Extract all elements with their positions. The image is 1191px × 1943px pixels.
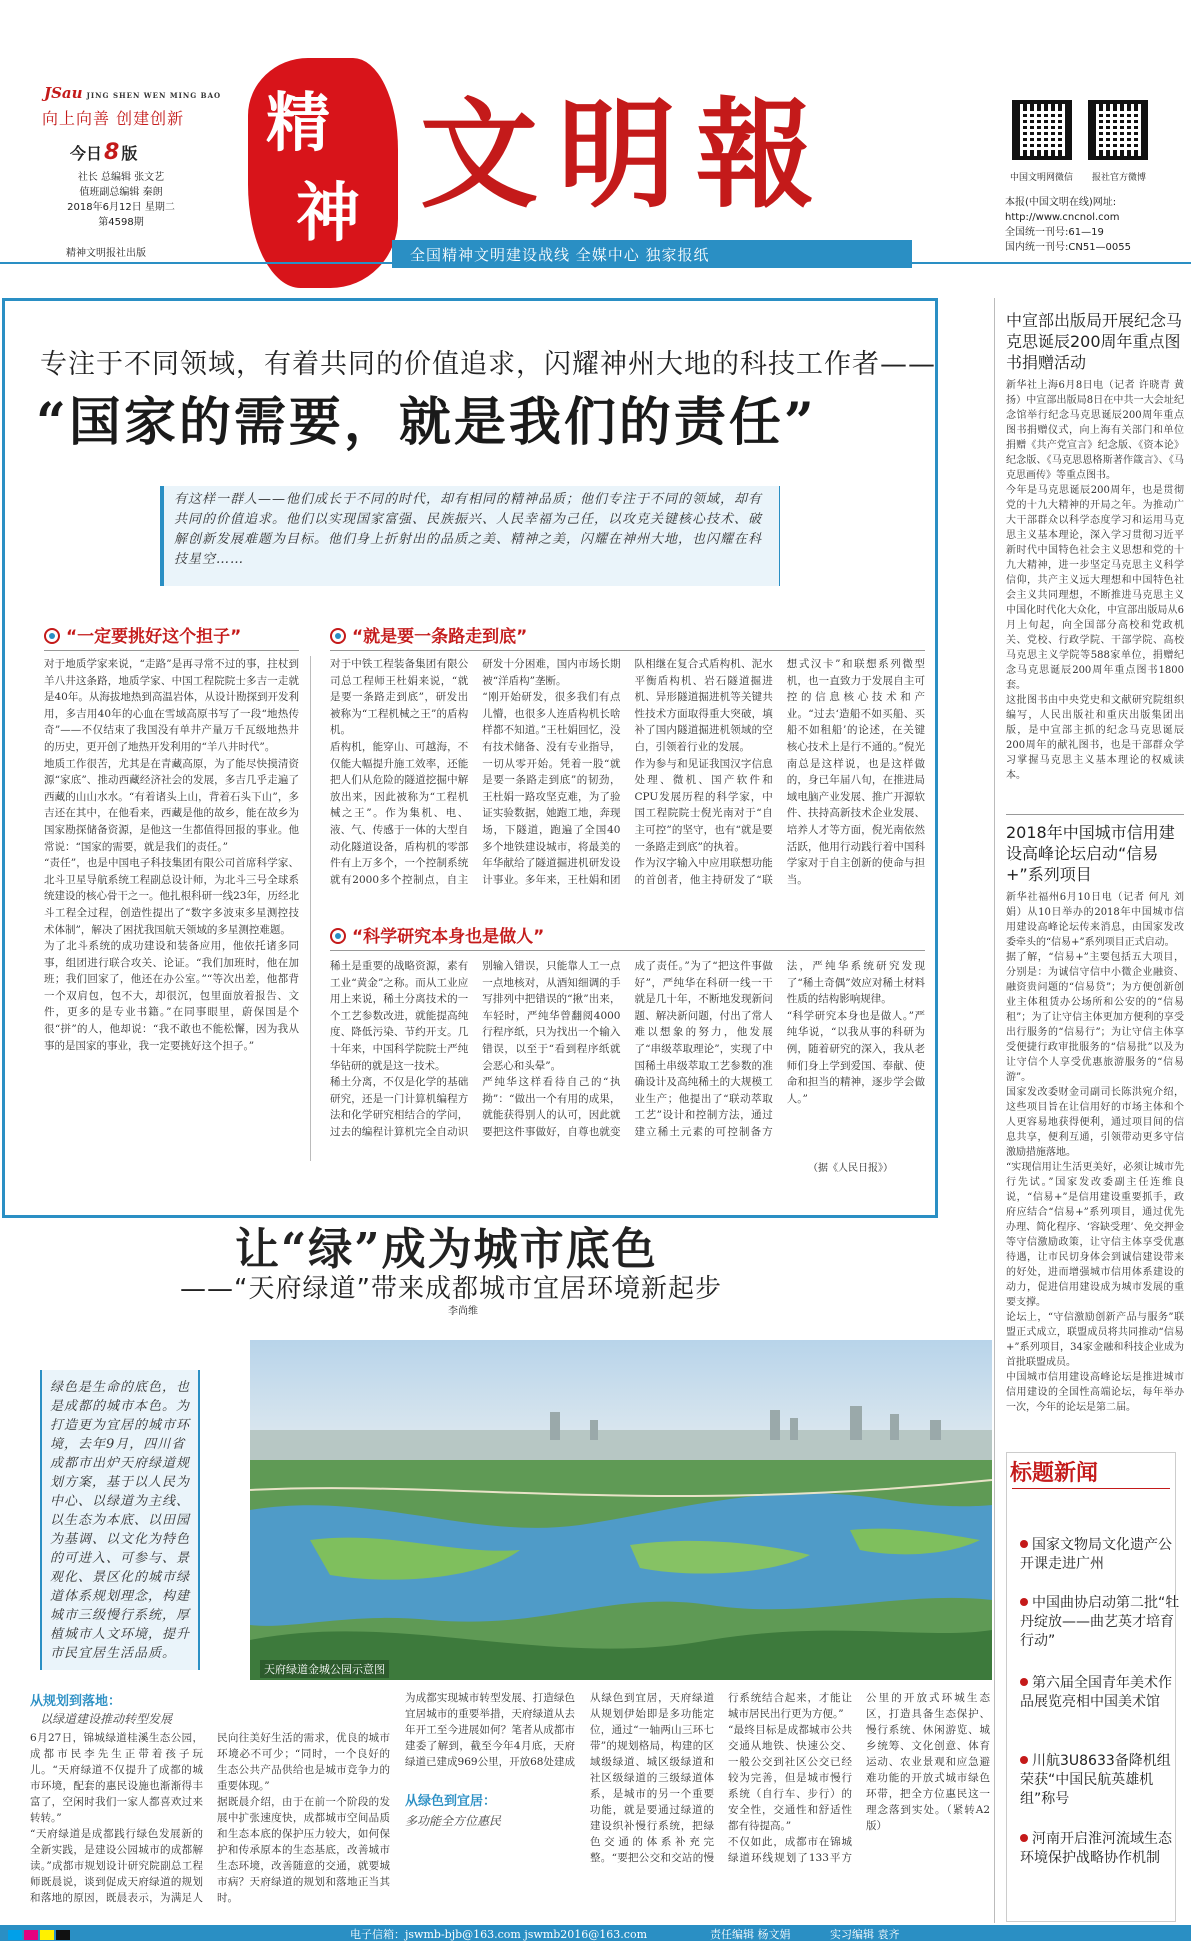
right-story2-body: 新华社福州6月10日电（记者 何凡 刘娟）从10日举办的2018年中国城市信用建设高峰论坛传来消息，由国家发改委牵头的“信易+”系列项目正式启动。 据了解，“信易+”主要包括五大项目，分别是：为诚信守信中小微企业融资、融资贵问题的“信易贷”；为方便创新创业主体租赁办公场所和公安的的“信易租”；为了让守信主体更加方便利的享受出行服务的“信易行”；为让守信主体享受便捷行政审批服务的“信易批”以及为让守信个人享受优惠旅游服务的“信易游”。 国家发改委财金司副司长陈洪宛介绍，这些项目旨在让信用好的市场主体和个人更容易地获得便利，通过项目间的信息共享，便利互通，引领带动更多守信激励措施落地。 “实现信用让生活更美好，必须让城市先行先试。”国家发改委副主任连维良说，“信易+”是信用建设重要抓手，政府应结合“信易+”系列项目，通过优先办理、简化程序、‘容缺受理’、免交押金等守信激励政策，让守信主体享受优惠待遇，让市民切身体会到诚信建设带来的好处，进而增强城市信用体系建设的动力，促进信用建设成为城市发展的重要支撑。 论坛上，“守信激励创新产品与服务”联盟正式成立，联盟成员将共同推动“信易+”系列项目，34家金融和科技企业成为首批联盟成员。 中国城市信用建设高峰论坛是推进城市信用建设的全国性高端论坛，每年举办一次，今年的论坛是第二届。 bbox=[1006, 892, 1184, 1413]
staff-line: 值班副总编辑 秦朗 bbox=[79, 187, 163, 198]
section1-body: 对于地质学家来说，“走路”是再寻常不过的事，拄杖到羊八井这条路，地质学家、中国工程院院士多吉一走就是40年。从海拔地热到高温岩体，从设计勘探到开发利用，多吉用40年的心血在雪域高原书写了一段“地热传奇”——不仅结束了我国没有单井产量万千瓦级地热井的历史，更开创了地热开发利用的“羊八井时代”。 地质工作很苦，尤其是在青藏高原，为了能尽快摸清资源“家底”、推动西藏经济社会的发展，多吉几乎走遍了西藏的山山水水。“有着诸头上山，背着石头下山”，多吉还在其中，在他看来，西藏是他的故乡，能在故乡为国家勘探储备资源，是他这一生都值得回报的事业。他常说：“国家的需要，就是我们的责任。” “责任”，也是中国电子科技集团有限公司首席科学家、北斗卫星导航系统工程副总设计师，为北斗三号全球系统建设的核心骨干之一。他扎根科研一线23年，历经北斗工程全过程，创造性提出了“数字多波束多星测控技术体制”，解决了困扰我国航天领域的多星测控难题。 为了北斗系统的成功建设和装备应用，他依托诸多同事，组团进行联合攻关、论证。“我们加班时，他在加班；我们回家了，他还在办公室。”“等次出差，他都背一个双肩包，包不大，却很沉，包里面放着报告、文件，更多的是专业书籍。”在同事眼里，蔚保国是个很“拼”的人，他却说：“我不敢也不能松懈，因为我从事的是国家的事业，我一定要挑好这个担子。” bbox=[44, 658, 299, 1052]
section-bullet-icon bbox=[330, 928, 346, 944]
bullet-icon bbox=[1020, 1834, 1028, 1842]
headline-news-item[interactable]: 川航3U8633备降机组荣获“中国民航英雄机组”称号 bbox=[1020, 1753, 1171, 1807]
green-sub1-title: 从规划到落地： bbox=[30, 1694, 122, 1709]
slogan: 向上向善 创建创新 bbox=[42, 109, 185, 128]
staff-line: 社长 总编辑 张文艺 bbox=[77, 172, 165, 183]
staff-line: 2018年6月12日 星期二 bbox=[67, 202, 175, 213]
green-story-title: 让“绿”成为城市底色 bbox=[235, 1224, 658, 1275]
info-line: 国内统一刊号:CN51—0055 bbox=[1005, 242, 1132, 253]
green-story-subtitle: ——“天府绿道”带来成都城市宜居环境新起步 bbox=[180, 1274, 722, 1304]
headline-news-item[interactable]: 国家文物局文化遗产公开课走进广州 bbox=[1020, 1537, 1172, 1572]
calligraphy-char: 神 bbox=[296, 176, 360, 251]
print-color-swatch bbox=[24, 1930, 38, 1940]
right-story1-body: 新华社上海6月8日电（记者 许晓青 黄扬）中宣部出版局8日在中共一大会址纪念馆举行纪念马克思诞辰200周年重点图书捐赠仪式，向上海有关部门和单位捐赠《共产党宣言》纪念版、《资本论》纪念版、《马克思恩格斯著作箴言》、《马克思画传》等重点图书。 今年是马克思诞辰200周年，也是贯彻党的十九大精神的开局之年。为推动广大干部群众以科学态度学习和运用马克思主义基本理论，深入学习贯彻习近平新时代中国特色社会主义思想和党的十九大精神，进一步坚定马克思主义科学信仰，共产主义远大理想和中国特色社会主义共同理想，不断推进马克思主义中国化时代化大众化，中宣部出版局从6月上旬起，向全国部分高校和党政机关、党校、行政学院、干部学院、高校马克思主义学院等588家单位，捐赠纪念马克思诞辰200周年重点图书1800套。 这批图书由中央党史和文献研究院组织编写，人民出版社和重庆出版集团出版，是中宣部主抓的纪念马克思诞辰200周年的献礼图书，也是干部群众学习掌握马克思主义基本理论的权威读本。 bbox=[1006, 380, 1184, 781]
green-body-2: 为成都实现城市转型发展、打造绿色宜居城市的重要举措，天府绿道从去年开工至今进展如何？笔者从成都市建委了解到，截至今年4月底，天府绿道已建成969公里，开放68处建成 bbox=[405, 1692, 575, 1768]
right-story1-title: 中宣部出版局开展纪念马克思诞辰200周年重点图书捐赠活动 bbox=[1006, 311, 1183, 372]
calligraphy-char: 精 bbox=[266, 86, 330, 161]
bullet-icon bbox=[1020, 1678, 1028, 1686]
footer-editor: 责任编辑 杨文娟 bbox=[710, 1928, 791, 1941]
greenway-photo-art bbox=[250, 1340, 992, 1680]
green-sub2-text: 多功能全方位惠民 bbox=[405, 1814, 502, 1828]
print-color-swatch bbox=[56, 1930, 70, 1940]
newspaper-title: 文明報 bbox=[420, 85, 835, 224]
qr-code-icon bbox=[1012, 100, 1072, 160]
section-title: “就是要一条路走到底” bbox=[330, 622, 527, 647]
footer-bar bbox=[0, 1925, 1191, 1941]
bullet-icon bbox=[1020, 1756, 1028, 1764]
section-title: “一定要挑好这个担子” bbox=[44, 622, 241, 647]
info-line: http://www.cncnol.com bbox=[1005, 212, 1120, 223]
greenway-aerial-photo bbox=[250, 1340, 992, 1680]
source-credit: （据《人民日报》） bbox=[808, 1163, 893, 1174]
section3-body: 稀土是重要的战略资源，素有工业“黄金”之称。而从工业应用上来说，稀土分离技术的一个工艺参数改进，就能提高纯度、降低污染、节约开支。几十年来，中国科学院院士严纯华钻研的就是这一技术。 稀土分离，不仅是化学的基础研究，还是一门计算机编程方法和化学研究相结合的学问，过去的编程计算机完全自动识别输入错误，只能靠人工一点一点地核对，从酒知细调的手写排列中把错误的“揪”出来，车轻时，严纯华曾翻阅4000行程序纸，只为找出一个输入错误，以至于“看到程序纸就会恶心和头晕”。 严纯华这样看待自己的“执拗”：“做出一个有用的成果，就能获得别人的认可，因此就要把这件事做好，自尊也就变成了责任。”为了“把这件事做好”，严纯华在科研一线一干就是几十年，不断地发现新问题、解决新问题，付出了常人难以想象的努力，他发展了“串级萃取理论”，实现了中国稀土串级萃取工艺参数的准确设计及高纯稀土的大规模工业生产；他提出了“联动萃取工艺”设计和控制方法，通过建立稀土元素的可控制备方法，严纯华系统研究发现了“稀土奇偶”效应对稀土材料性质的结构影响规律。 “科学研究本身也是做人。”严纯华说，“以我从事的科研为例，随着研究的深入，我从老师们身上学到爱国、奉献、使命和担当的精神，逐步学会做人。” bbox=[330, 960, 925, 1138]
print-color-swatch bbox=[40, 1930, 54, 1940]
footer-proof: 实习编辑 袁齐 bbox=[830, 1928, 900, 1941]
green-body-1: 6月27日，锦城绿道桂溪生态公园，成都市民李先生正带着孩子玩儿。“天府绿道不仅提升了成都的城市环境，配套的惠民设施也渐渐得丰富了，空闲时我们一家人都喜欢过来转转。” “天府绿道是成都践行绿色发展新的全新实践，是建设公园城市的成都解读。”成都市规划设计研究院副总工程师既晨说，谈到促成天府绿道的规划和落地的原因，既晨表示，为满足人民向往美好生活的需求，优良的城市环境必不可少；“同时，一个良好的生态公共产品供给也是城市竞争力的重要体现。” 据既晨介绍，由于在前一个阶段的发展中扩张速度快，成都城市空间品质和生态本底的保护压力较大，如何保护和传承原本的生态基底，改善城市生态环境，改善随意的交通，就要城市病？天府绿道的规划和落地正当其时。 bbox=[30, 1732, 390, 1904]
green-body-3: 从绿色到宜居，天府绿道从规划伊始即是多功能定位，通过“一轴两山三环七带”的规划格局，构建的区域级绿道、城区级绿道和社区级绿道的三级绿道体系，是城市的另一个重要功能，就是要通过绿道的建设织补慢行系统，把绿色交通的体系补充完整。“要把公交和交站的慢行系统结合起来，才能让城市居民出行更为方便。” “最终目标是成都城市公共交通从地铁、快速公交、一般公交到社区公交已经较为完善，但是城市慢行系统（自行车、步行）的安全性，交通性和舒适性都有待提高。” 不仅如此，成都市在锦城绿道环线规划了133平方公里的开放式环城生态区，打造具备生态保护、慢行系统、休闲游览、城乡统筹、文化创意、体育运动、农业景观和应急避难功能的开放式城市绿色环带，把全方位惠民这一理念落到实处。（紧转A2版） bbox=[590, 1692, 990, 1864]
main-kicker: 专注于不同领域，有着共同的价值追求，闪耀神州大地的科技工作者—— bbox=[40, 349, 936, 380]
headline-news-heading: 标题新闻 bbox=[1010, 1461, 1099, 1486]
bullet-icon bbox=[1020, 1540, 1028, 1548]
info-line: 本报(中国文明在线)网址: bbox=[1005, 197, 1117, 208]
print-color-swatch bbox=[8, 1930, 22, 1940]
nav-text: 全国精神文明建设战线 全媒中心 独家报纸 bbox=[410, 246, 710, 264]
right-story2-title: 2018年中国城市信用建设高峰论坛启动“信易+”系列项目 bbox=[1006, 823, 1175, 884]
main-headline: “国家的需要，就是我们的责任” bbox=[36, 392, 817, 453]
photo-caption: 天府绿道金城公园示意图 bbox=[260, 1660, 389, 1678]
green-story-author: 李尚维 bbox=[448, 1306, 478, 1317]
section-bullet-icon bbox=[44, 628, 60, 644]
qr-label: 报社官方微博 bbox=[1092, 173, 1147, 183]
green-sub1-text: 以绿道建设推动转型发展 bbox=[40, 1712, 173, 1726]
staff-line: 第4598期 bbox=[98, 217, 144, 228]
headline-news-item[interactable]: 河南开启淮河流域生态环境保护战略协作机制 bbox=[1020, 1831, 1172, 1866]
green-story-intro: 绿色是生命的底色，也是成都的城市本色。为打造更为宜居的城市环境，去年9月，四川省成都市出炉天府绿道规划方案，基于以人民为中心、以绿道为主线、以生态为本底、以田园为基调、以文化为特色的可进入、可参与、景观化、景区化的城市绿道体系规划理念，构建城市三级慢行系统，厚植城市人文环境，提升市民宜居生活品质。 bbox=[40, 1370, 200, 1670]
info-line: 全国统一刊号:61—19 bbox=[1005, 227, 1104, 238]
green-body-3-intro bbox=[405, 1836, 575, 1912]
section-bullet-icon bbox=[330, 628, 346, 644]
staff-info bbox=[66, 170, 176, 230]
headline-news-item[interactable]: 中国曲协启动第二批“牡丹绽放——曲艺英才培育行动” bbox=[1020, 1595, 1180, 1649]
brand-logo: JSau JING SHEN WEN MING BAO bbox=[44, 84, 222, 102]
section2-body: 对于中铁工程装备集团有限公司总工程师王杜娟来说，“就是要一条路走到底”，研发出被称为“工程机械之王”的盾构机。 盾构机，能穿山、可越海，不仅能大幅提升施工效率，还能把人们从危险的隧道挖掘中解放出来，因此被称为“工程机械之王”。作为集机、电、液、气、传感于一体的大型自动化隧道设备，盾构机的零部件有上万多个，一个控制系统就有2000多个控制点，自主研发十分困难，国内市场长期被“洋盾构”垄断。 “刚开始研发，很多我们有点儿懵，也很多人连盾构机长啥样都不知道。”王杜娟回忆，没有技术储备、没有专业指导，一切从零开始。凭着一股“就是要一条路走到底”的韧劲，王杜娟一路攻坚克难，为了验证实验数据，她跑工地，奔现场，下隧道，跑遍了全国40多个地铁建设城市，将最美的年华献给了隧道掘进机研发设计事业。多年来，王杜娟和团队相继在复合式盾构机、泥水平衡盾构机、岩石隧道掘进机、异形隧道掘进机等关键共性技术方面取得重大突破，填补了国内隧道掘进机领域的空白，引领着行业的发展。 作为参与和见证我国汉字信息处理、微机、国产软件和CPU发展历程的科学家，中国工程院院士倪光南对于“自主可控”的坚守，也有“就是要一条路走到底”的执着。 作为汉字输入中应用联想功能的首创者，他主持研发了“联想式汉卡”和联想系列微型机，也一直致力于发展自主可控的信息核心技术和产业。“过去‘造船不如买船、买船不如租船’的论述，在关键核心技术上是行不通的。”倪光南总是这样说，也是这样做的，身已年届八旬，在推进局域电脑产业发展、推广开源软件、扶持高新技术企业发展、培养人才等方面，倪光南依然活跃，他用行动践行着中国科学家对于自主创新的使命与担当。 bbox=[330, 658, 925, 886]
bullet-icon bbox=[1020, 1598, 1028, 1606]
green-sub2-title: 从绿色到宜居： bbox=[405, 1794, 497, 1809]
main-lead: 有这样一群人——他们成长于不同的时代，却有相同的精神品质；他们专注于不同的领域，却有共同的价值追求。他们以实现国家富强、民族振兴、人民幸福为己任，以攻克关键核心技术、破解创新发展难题为目标。他们身上折射出的品质之美、精神之美，闪耀在神州大地，也闪耀在科技星空…… bbox=[160, 486, 780, 586]
footer-email: 电子信箱：jswmb-bjb@163.com jswmb2016@163.com bbox=[350, 1928, 647, 1941]
headline-news-item[interactable]: 第六届全国青年美术作品展览亮相中国美术馆 bbox=[1020, 1675, 1172, 1710]
qr-code-icon bbox=[1088, 100, 1148, 160]
today-pages: 今日8 版 bbox=[70, 140, 138, 165]
section-title: “科学研究本身也是做人” bbox=[330, 922, 544, 947]
paper-info bbox=[1005, 195, 1185, 255]
qr-label: 中国文明网微信 bbox=[1010, 173, 1074, 183]
publisher: 精神文明报社出版 bbox=[66, 248, 146, 259]
